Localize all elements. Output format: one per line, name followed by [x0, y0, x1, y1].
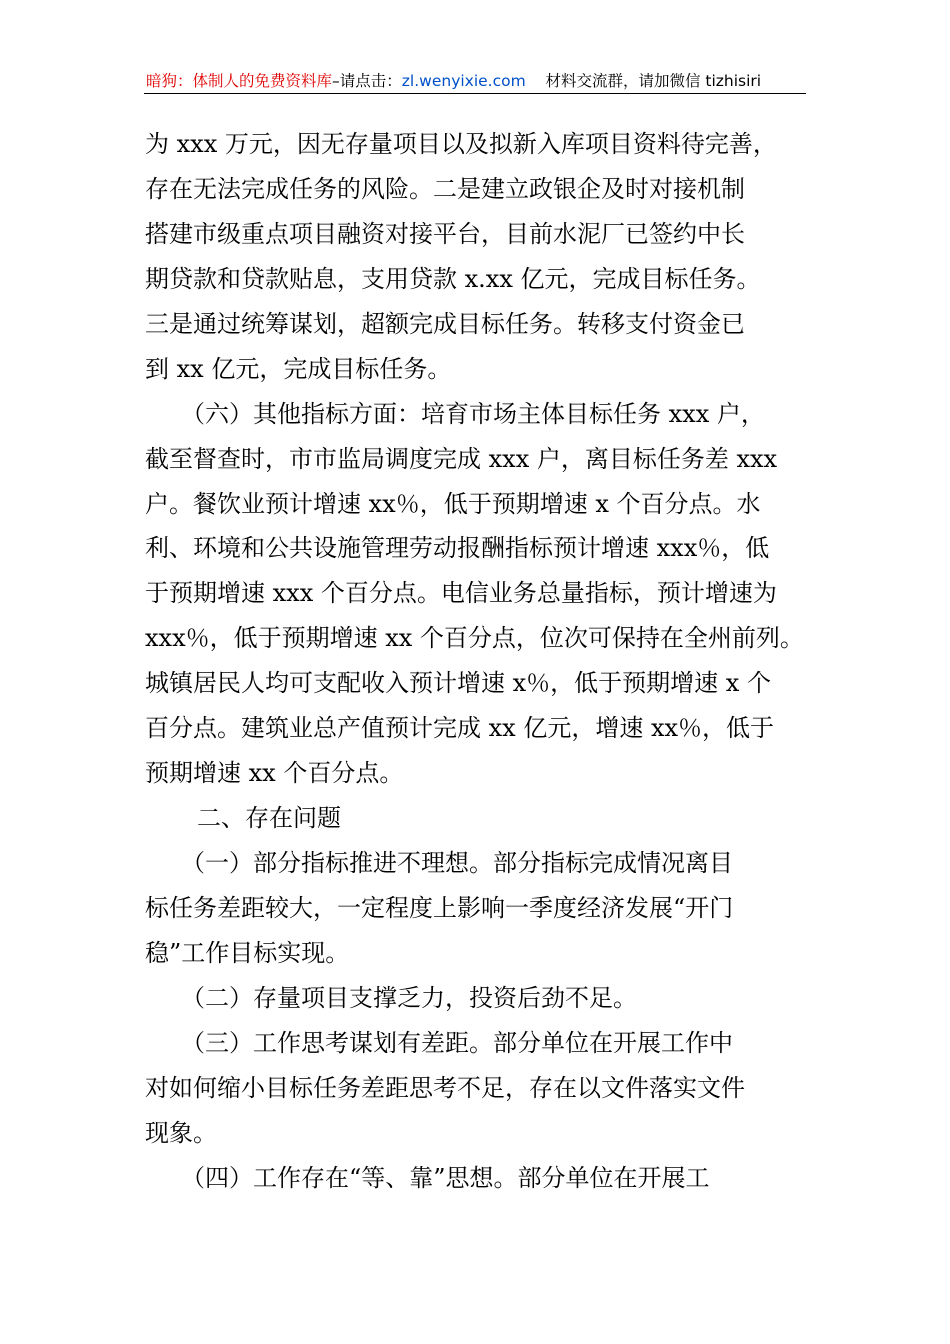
text-line: 百分点。建筑业总产值预计完成 xx 亿元，增速 xx％，低于 — [145, 714, 775, 743]
text-line: （二）存量项目支撑乏力，投资后劲不足。 — [145, 983, 637, 1012]
text-line: xxx％，低于预期增速 xx 个百分点，位次可保持在全州前列。 — [145, 624, 804, 653]
text-line: 城镇居民人均可支配收入预计增速 x％，低于预期增速 x 个 — [145, 669, 771, 698]
text-line: 户。餐饮业预计增速 xx％，低于预期增速 x 个百分点。水 — [145, 489, 761, 518]
page-header — [146, 66, 806, 96]
text-line: 存在无法完成任务的风险。二是建立政银企及时对接机制 — [145, 174, 745, 203]
header-contact: 材料交流群，请加微信 tizhisiri — [545, 72, 762, 90]
text-line: （六）其他指标方面：培育市场主体目标任务 xxx 户， — [145, 399, 765, 428]
text-line: 为 xxx 万元，因无存量项目以及拟新入库项目资料待完善， — [145, 130, 777, 158]
text-line: （三）工作思考谋划有差距。部分单位在开展工作中 — [145, 1028, 733, 1057]
text-line: 利、环境和公共设施管理劳动报酬指标预计增速 xxx％，低 — [145, 534, 770, 563]
text-line: 对如何缩小目标任务差距思考不足，存在以文件落实文件 — [145, 1073, 745, 1102]
header-divider — [144, 93, 806, 94]
header-watermark: 暗狗：体制人的免费资料库 — [146, 72, 333, 90]
text-line: 于预期增速 xxx 个百分点。电信业务总量指标，预计增速为 — [145, 579, 777, 608]
text-line: 现象。 — [145, 1118, 217, 1147]
text-line: 三是通过统筹谋划，超额完成目标任务。转移支付资金已 — [145, 309, 745, 338]
text-line: 到 xx 亿元，完成目标任务。 — [145, 354, 452, 383]
text-line: 搭建市级重点项目融资对接平台，目前水泥厂已签约中长 — [145, 219, 745, 248]
header-link-prefix: –请点击： — [332, 72, 402, 90]
section-heading: 二、存在问题 — [197, 804, 341, 833]
header-link[interactable]: zl.wenyixie.com — [401, 72, 526, 90]
text-line: 预期增速 xx 个百分点。 — [145, 759, 404, 788]
text-line: （一）部分指标推进不理想。部分指标完成情况离目 — [145, 849, 733, 877]
text-line: （四）工作存在“等、靠”思想。部分单位在开展工 — [145, 1163, 710, 1192]
text-line: 稳”工作目标实现。 — [145, 938, 350, 967]
text-line: 期贷款和贷款贴息，支用贷款 x.xx 亿元，完成目标任务。 — [145, 264, 761, 293]
text-line: 截至督查时，市市监局调度完成 xxx 户，离目标任务差 xxx — [145, 444, 778, 473]
document-body — [145, 122, 810, 1201]
text-line: 标任务差距较大，一定程度上影响一季度经济发展“开门 — [145, 893, 734, 922]
